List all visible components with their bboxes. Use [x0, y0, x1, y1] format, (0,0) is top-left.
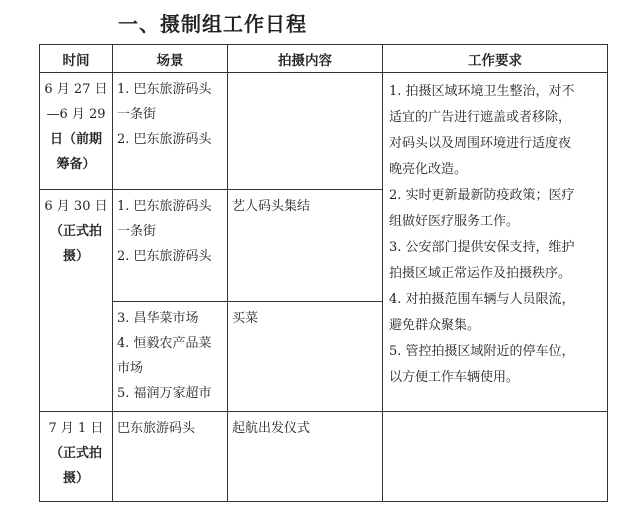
requirements-cell-empty [383, 412, 608, 502]
scene-cell [113, 302, 228, 412]
requirements-cell [383, 73, 608, 412]
scene-line: 5. 福润万家超市 [117, 386, 212, 401]
time-line: —6 月 29 [46, 107, 106, 122]
content-cell [228, 412, 383, 502]
requirement-line: 组做好医疗服务工作。 [389, 214, 520, 229]
scene-line: 1. 巴东旅游码头 [117, 82, 212, 97]
scene-cell [113, 73, 228, 190]
time-line: 日（前期 [49, 132, 102, 147]
scene-line: 4. 恒毅农产品菜 [117, 336, 212, 351]
time-cell [40, 73, 113, 190]
content-cell [228, 190, 383, 302]
header-content: 拍摄内容 [228, 45, 383, 73]
time-line: 6 月 30 日 [44, 199, 108, 214]
time-cell [40, 412, 113, 502]
scene-line: 一条街 [117, 224, 157, 239]
time-line: 摄） [62, 471, 89, 486]
requirement-line: 4. 对拍摄范围车辆与人员限流， [389, 292, 575, 307]
requirement-line: 3. 公安部门提供安保支持，维护 [389, 240, 575, 255]
header-time: 时间 [40, 45, 113, 73]
requirement-line: 拍摄区域正常运作及拍摄秩序。 [389, 266, 572, 281]
time-line: 7 月 1 日 [48, 421, 104, 436]
section-heading: 一、摄制组工作日程 [118, 12, 307, 36]
requirement-line: 适宜的广告进行遮盖或者移除， [389, 110, 572, 125]
content-line: 起航出发仪式 [232, 421, 311, 436]
content-line: 买菜 [232, 311, 259, 326]
scene-line: 3. 昌华菜市场 [117, 311, 199, 326]
time-line: 摄） [62, 249, 89, 264]
time-line: 筹备） [56, 157, 96, 172]
scene-cell [113, 190, 228, 302]
requirement-line: 以方便工作车辆使用。 [389, 370, 520, 385]
scene-line: 市场 [117, 361, 144, 376]
scene-line: 2. 巴东旅游码头 [117, 249, 212, 264]
scene-cell [113, 412, 228, 502]
time-cell [40, 190, 113, 412]
header-scene: 场景 [113, 45, 228, 73]
requirement-line: 晚亮化改造。 [389, 162, 468, 177]
scene-line: 1. 巴东旅游码头 [117, 199, 212, 214]
table-row [40, 73, 608, 190]
table-row [40, 412, 608, 502]
requirement-line: 1. 拍摄区域环境卫生整治，对不 [389, 84, 575, 99]
header-row [40, 45, 608, 73]
requirement-line: 避免群众聚集。 [389, 318, 481, 333]
time-line: （正式拍 [49, 446, 102, 461]
scene-line: 2. 巴东旅游码头 [117, 132, 212, 147]
content-line: 艺人码头集结 [232, 199, 311, 214]
requirement-line: 对码头以及周围环境进行适度夜 [389, 136, 572, 151]
schedule-table [39, 44, 608, 502]
scene-line: 一条街 [117, 107, 157, 122]
requirement-line: 2. 实时更新最新防疫政策；医疗 [389, 188, 575, 203]
content-cell [228, 73, 383, 190]
scene-line: 巴东旅游码头 [117, 421, 196, 436]
time-line: （正式拍 [49, 224, 102, 239]
content-cell [228, 302, 383, 412]
header-requirements: 工作要求 [383, 45, 608, 73]
requirement-line: 5. 管控拍摄区域附近的停车位， [389, 344, 575, 359]
time-line: 6 月 27 日 [44, 82, 108, 97]
